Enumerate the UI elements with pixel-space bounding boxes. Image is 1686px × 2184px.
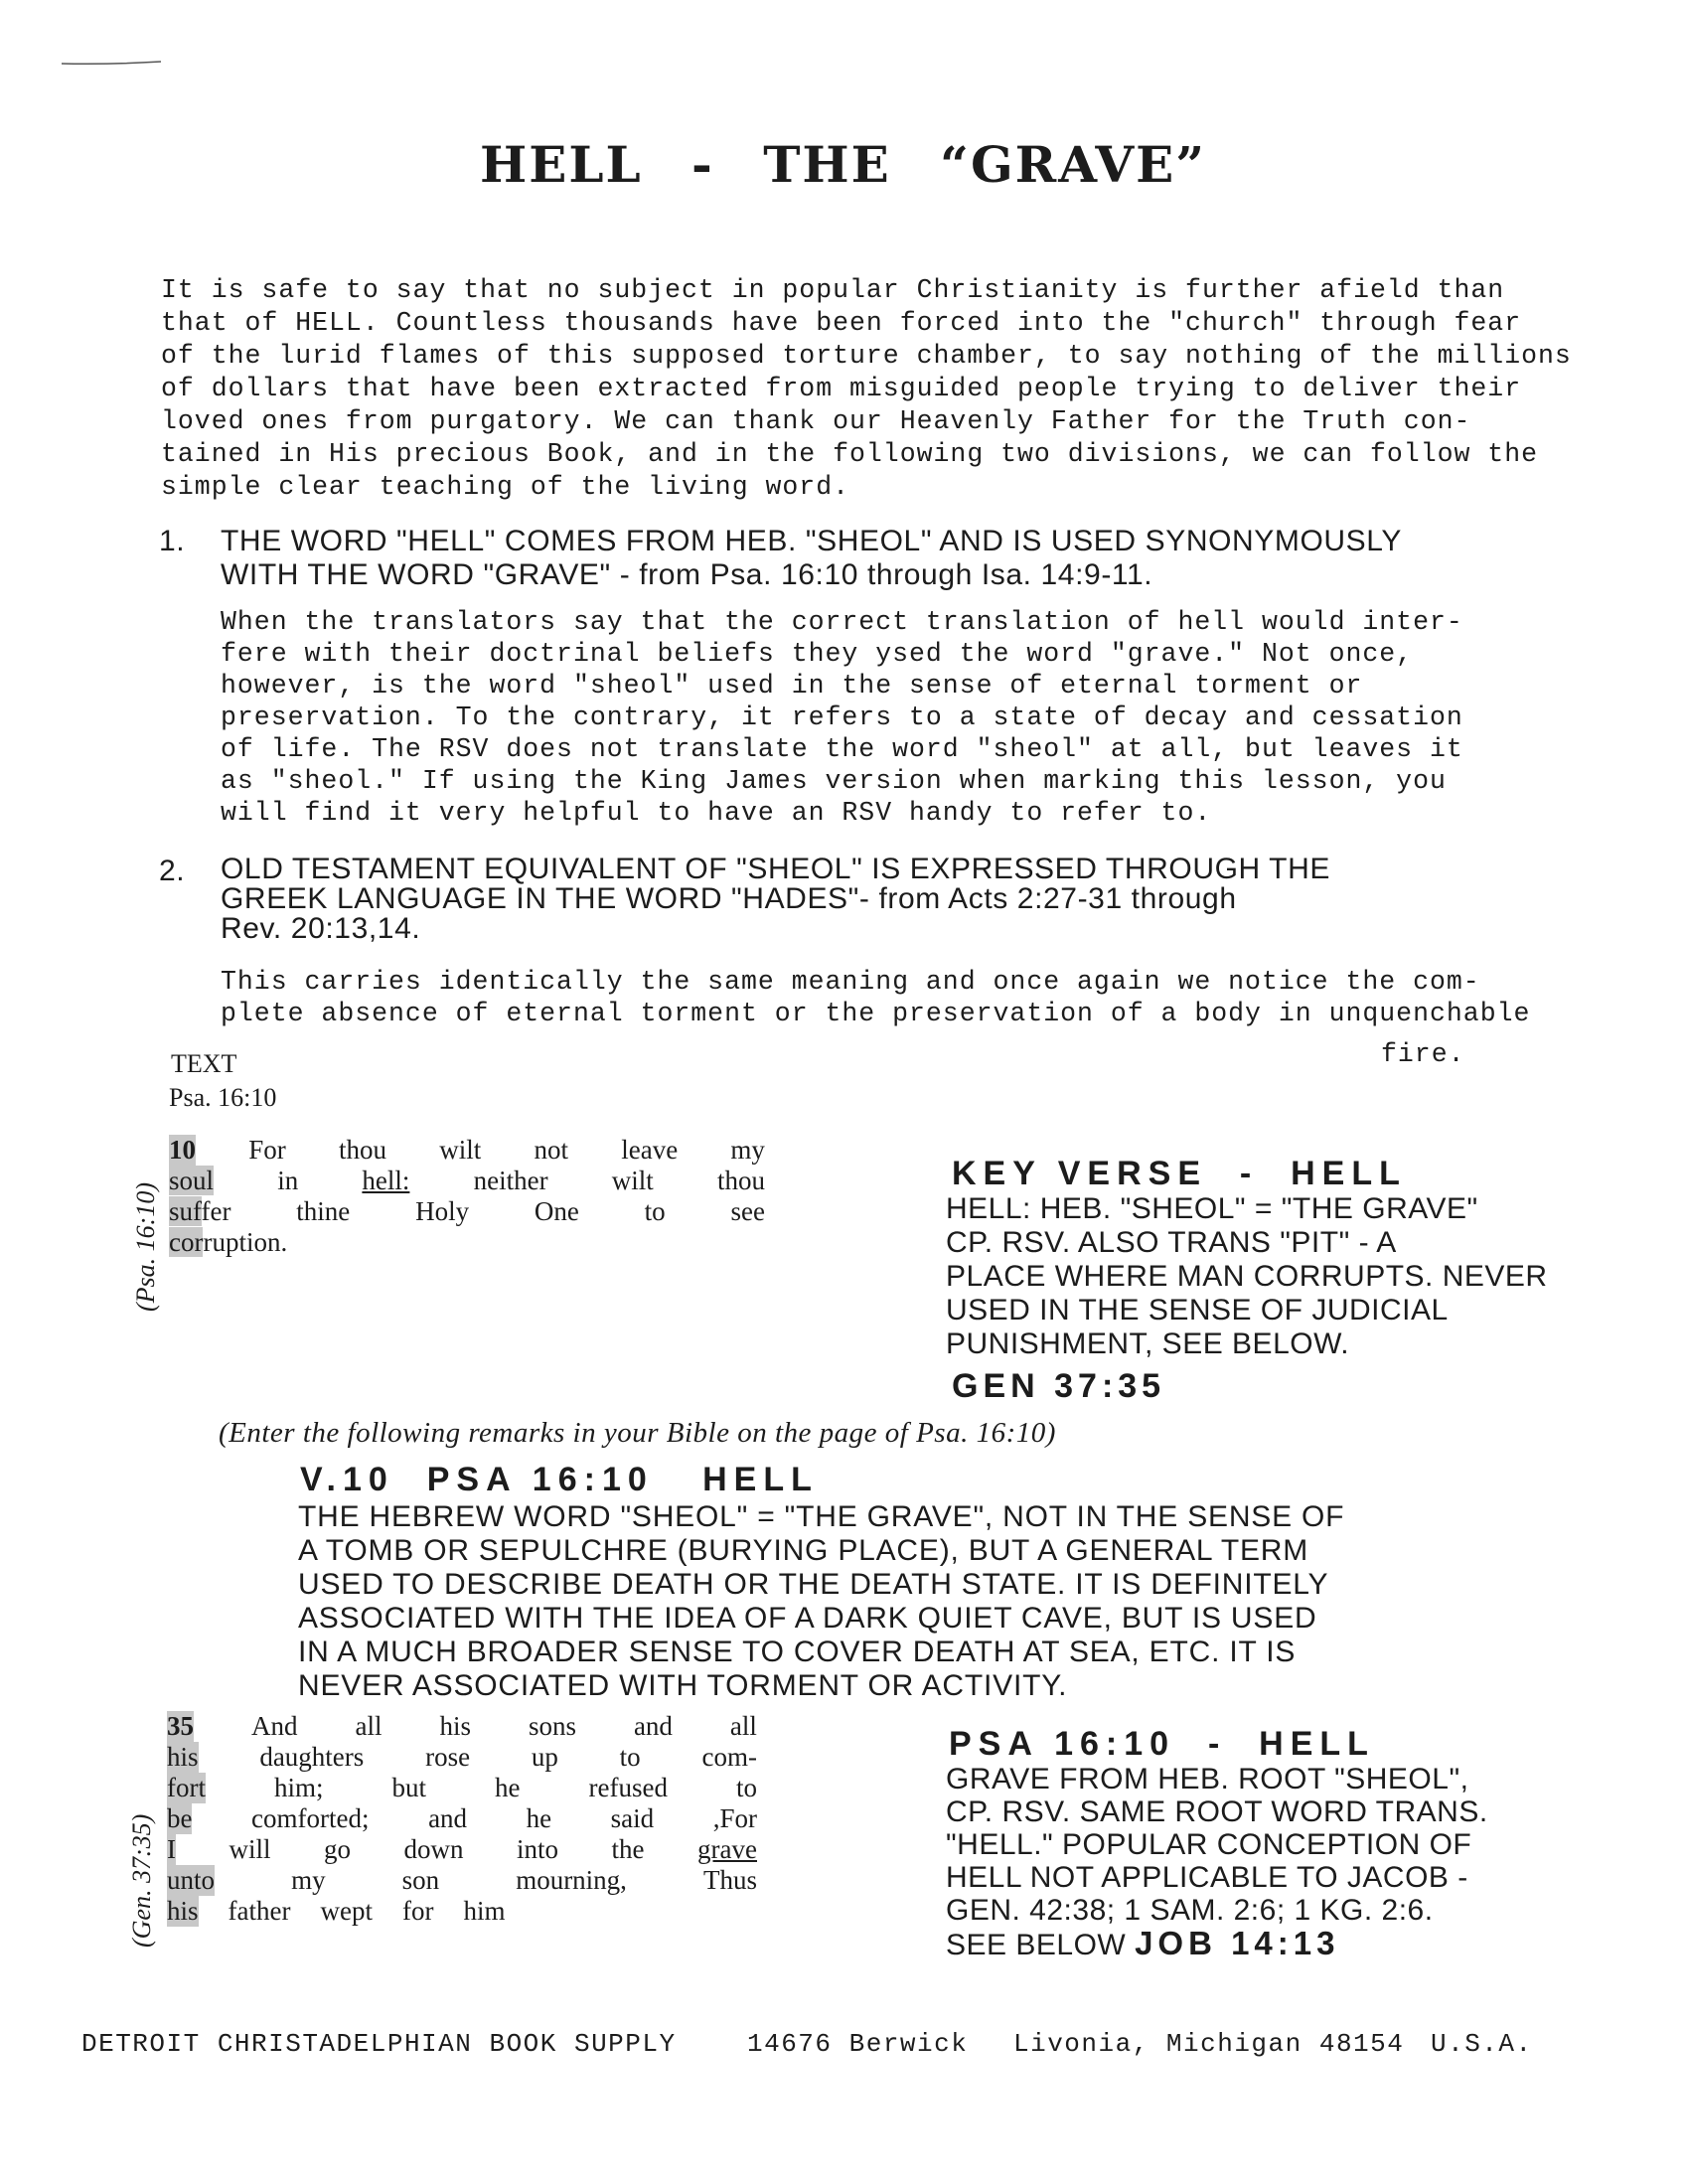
footer-country: U.S.A. <box>1431 2029 1533 2059</box>
highlighted-word: unto <box>167 1865 216 1895</box>
verse-word: said <box>610 1803 655 1833</box>
item-2-number: 2. <box>159 855 186 887</box>
highlighted-word: fort <box>167 1773 206 1802</box>
footer-org: DETROIT CHRISTADELPHIAN BOOK SUPPLY <box>81 2029 677 2059</box>
verse-word: wept <box>320 1896 373 1926</box>
verse-word: ,For <box>712 1803 757 1833</box>
pen-mark <box>62 60 161 68</box>
verse-line <box>169 1196 765 1227</box>
verse-word: Holy <box>415 1196 470 1226</box>
highlighted-word: cor <box>169 1227 204 1257</box>
verse-line <box>169 1135 765 1166</box>
verse-word: into <box>517 1834 559 1864</box>
verse-word: thou <box>716 1166 765 1195</box>
underlined-word: grave <box>697 1834 757 1864</box>
verse-word: leave <box>621 1135 679 1165</box>
verse-word: my <box>730 1135 765 1165</box>
verse-word: For <box>248 1135 286 1165</box>
verse-word: and <box>428 1803 468 1833</box>
verse-word: not <box>534 1135 568 1165</box>
verse-line <box>169 1227 765 1258</box>
note2-reference: JOB 14:13 <box>1135 1925 1340 1961</box>
verse-line <box>167 1803 757 1834</box>
verse-word: he <box>495 1773 521 1802</box>
verse-word: One <box>534 1196 579 1226</box>
psa-verse-excerpt <box>169 1135 765 1258</box>
verse-word: his <box>439 1711 471 1741</box>
item-1-heading: THE WORD "HELL" COMES FROM HEB. "SHEOL" AND IS USED SYNONYMOUSLY WITH THE WORD "GRAVE" - from Psa. 16:10 through Isa. 14:9-11. <box>221 525 1402 591</box>
verse-word: daughters <box>259 1742 365 1772</box>
verse-word: but <box>391 1773 427 1802</box>
key-verse-reference: GEN 37:35 <box>952 1367 1166 1405</box>
item-2-heading: OLD TESTAMENT EQUIVALENT OF "SHEOL" IS EXPRESSED THROUGH THE GREEK LANGUAGE IN THE WORD "HADES"- from Acts 2:27-31 through Rev. 20:13,14. <box>221 853 1330 945</box>
note2-body-block <box>946 1763 1582 1961</box>
item-2-body-end: fire. <box>1381 1039 1465 1069</box>
verse-word: sons <box>528 1711 576 1741</box>
verse-line <box>167 1742 757 1773</box>
verse-word: he <box>526 1803 552 1833</box>
highlighted-word: I <box>167 1834 176 1864</box>
highlighted-word: his <box>167 1896 199 1926</box>
verse-word: Thus <box>702 1865 757 1895</box>
highlighted-word: soul <box>169 1166 215 1195</box>
item-2-body: This carries identically the same meaning and once again we notice the com- plete absence of eternal torment or the preservation of a body in unquenchable <box>221 967 1531 1028</box>
item-1-body: When the translators say that the correct translation of hell would inter- fere with their doctrinal beliefs they ysed the word "grave." Not once, however, is the word "sheol" used in the sense of eternal torment or preservation. To the contrary, it refers to a state of decay and cessation of life. The RSV does not translate the word "sheol" at all, but leaves it as "sheol." If using the King James version when marking this lesson, you will find it very helpful to have an RSV handy to refer to. <box>221 607 1463 828</box>
verse-word: son <box>401 1865 440 1895</box>
verse-word: neither <box>473 1166 548 1195</box>
verse-word: And <box>250 1711 298 1741</box>
verse-word: down <box>403 1834 464 1864</box>
verse-word: the <box>611 1834 645 1864</box>
psa-margin-reference: (Psa. 16:10) <box>131 1182 160 1312</box>
gen-verse-excerpt <box>167 1711 757 1927</box>
verse-line <box>167 1865 757 1896</box>
verse-word: thine <box>296 1196 351 1226</box>
verse-word: father <box>228 1896 291 1926</box>
highlighted-word: be <box>167 1803 193 1833</box>
footer-street: 14676 Berwick <box>747 2029 969 2059</box>
footer-city: Livonia, Michigan 48154 <box>1013 2029 1405 2059</box>
highlighted-word: his <box>167 1742 199 1772</box>
verse-word: com- <box>701 1742 757 1772</box>
verse-word: thou <box>338 1135 386 1165</box>
verse-word: up <box>531 1742 558 1772</box>
verse-word: rose <box>425 1742 471 1772</box>
verse-line <box>167 1773 757 1803</box>
remark-title: V.10 PSA 16:10 HELL <box>300 1461 819 1498</box>
verse-word: him; <box>273 1773 324 1802</box>
verse-number: 35 <box>167 1711 194 1741</box>
verse-word: fer <box>201 1196 231 1226</box>
verse-word: all <box>355 1711 383 1741</box>
remark-instruction: (Enter the following remarks in your Bible on the page of Psa. 16:10) <box>219 1417 1056 1449</box>
verse-line <box>167 1834 757 1865</box>
intro-paragraph: It is safe to say that no subject in popular Christianity is further afield than that of HELL. Countless thousands have been forced into the "church" through fear of the lurid flames of this supposed torture chamber, to say nothing of the millions of dollars that have been extracted from misguided people trying to deliver their loved ones from purgatory. We can thank our Heavenly Father for the Truth con- tained in His precious Book, and in the following two divisions, we can follow the simple clear teaching of the living word. <box>161 275 1572 502</box>
verse-word: him <box>463 1896 506 1926</box>
verse-word: to <box>619 1742 641 1772</box>
key-verse-title: KEY VERSE - HELL <box>952 1155 1407 1192</box>
verse-line <box>169 1166 765 1196</box>
note2-body: GRAVE FROM HEB. ROOT "SHEOL", CP. RSV. SAME ROOT WORD TRANS. "HELL." POPULAR CONCEPTION OF HELL NOT APPLICABLE TO JACOB - GEN. 42:38; 1 SAM. 2:6; 1 KG. 2:6. SEE BELOW <box>946 1763 1488 1961</box>
note2-title: PSA 16:10 - HELL <box>949 1725 1375 1763</box>
verse-word: to <box>735 1773 757 1802</box>
text-label: TEXT <box>171 1049 237 1078</box>
underlined-word: hell: <box>362 1166 410 1195</box>
verse-word: refused <box>588 1773 668 1802</box>
verse-word: wilt <box>439 1135 482 1165</box>
verse-word: and <box>633 1711 673 1741</box>
verse-word: will <box>229 1834 271 1864</box>
verse-word: for <box>401 1896 434 1926</box>
verse-word: my <box>291 1865 326 1895</box>
verse-word: to <box>644 1196 666 1226</box>
verse-number: 10 <box>169 1135 196 1165</box>
remark-body: THE HEBREW WORD "SHEOL" = "THE GRAVE", NOT IN THE SENSE OF A TOMB OR SEPULCHRE (BURYING PLACE), BUT A GENERAL TERM USED TO DESCRIBE DEATH OR THE DEATH STATE. IT IS DEFINITELY ASSOCIATED WITH THE IDEA OF A DARK QUIET CAVE, BUT IS USED IN A MUCH BROADER SENSE TO COVER DEATH AT SEA, ETC. IT IS NEVER ASSOCIATED WITH TORMENT OR ACTIVITY. <box>298 1500 1345 1702</box>
verse-word: go <box>324 1834 352 1864</box>
verse-word: see <box>730 1196 765 1226</box>
highlighted-word: suf <box>169 1196 202 1226</box>
verse-word: in <box>277 1166 299 1195</box>
verse-line <box>167 1896 757 1927</box>
footer <box>81 2029 1631 2059</box>
verse-line <box>167 1711 757 1742</box>
page-title: HELL - THE “GRAVE” <box>479 135 1207 194</box>
verse-word: mourning, <box>516 1865 627 1895</box>
text-reference: Psa. 16:10 <box>169 1083 277 1112</box>
item-1-number: 1. <box>159 525 186 557</box>
verse-word: wilt <box>611 1166 654 1195</box>
verse-word: all <box>729 1711 757 1741</box>
key-verse-body: HELL: HEB. "SHEOL" = "THE GRAVE" CP. RSV. ALSO TRANS "PIT" - A PLACE WHERE MAN CORRUPTS. NEVER USED IN THE SENSE OF JUDICIAL PUNISHMENT, SEE BELOW. <box>946 1192 1548 1360</box>
gen-margin-reference: (Gen. 37:35) <box>127 1813 156 1948</box>
verse-word: comforted; <box>251 1803 370 1833</box>
verse-word: ruption. <box>203 1227 288 1257</box>
